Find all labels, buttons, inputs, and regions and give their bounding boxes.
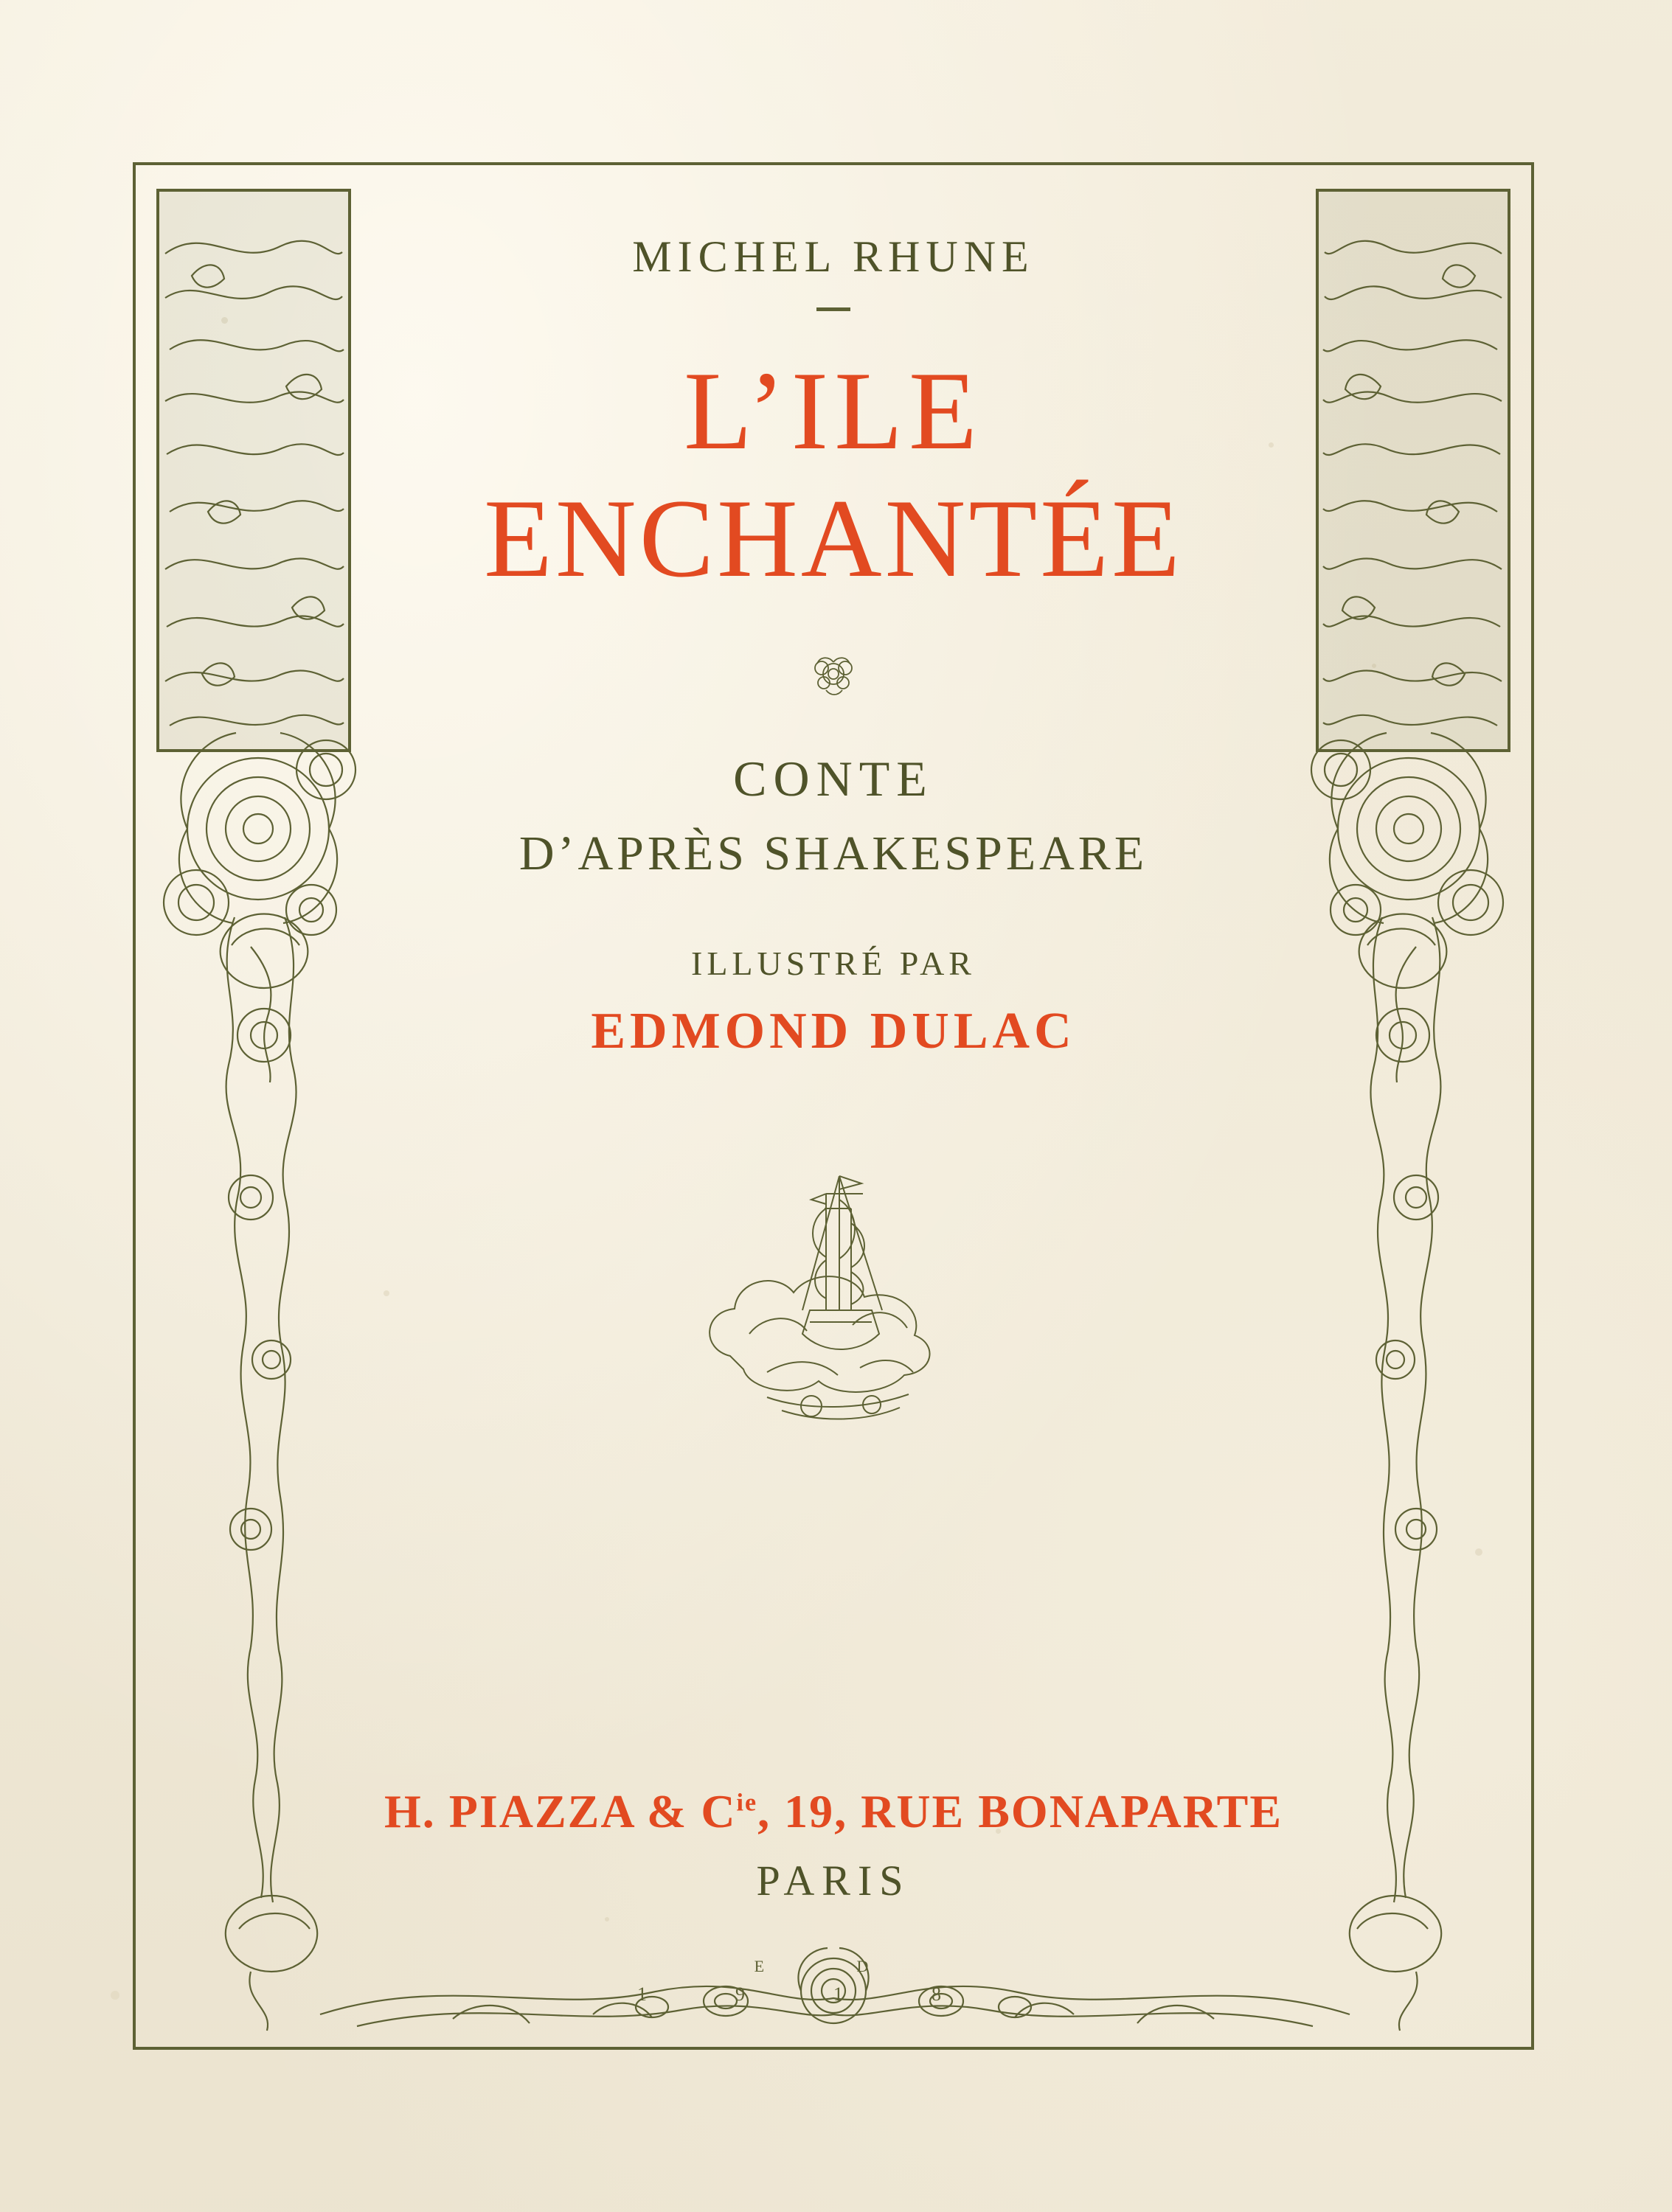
publisher-name: H. PIAZZA & C [384, 1785, 737, 1837]
author-name: MICHEL RHUNE [632, 232, 1035, 281]
page-title [379, 349, 1288, 601]
artist-monogram: E D [754, 1957, 913, 1975]
small-flower-ornament-icon [804, 646, 863, 705]
publication-city: PARIS [756, 1857, 911, 1905]
title-line-2: ENCHANTÉE [484, 476, 1183, 601]
title-page-frame [133, 162, 1534, 2050]
illustrator-name: EDMOND DULAC [591, 1003, 1076, 1060]
title-text-column [379, 165, 1288, 2053]
publisher-superscript: ie [736, 1789, 758, 1817]
left-border-ornament [140, 165, 384, 2053]
publication-year: 1918 [637, 1983, 1030, 2005]
publisher-line [276, 1784, 1391, 1839]
subtitle-line-2: D’APRÈS SHAKESPEARE [518, 827, 1148, 881]
publisher-address: , 19, RUE BONAPARTE [757, 1785, 1283, 1837]
right-border-ornament [1283, 165, 1527, 2053]
illustrated-by-label: ILLUSTRÉ PAR [691, 945, 976, 983]
short-rule-divider [816, 307, 850, 311]
subtitle-line-1: CONTE [733, 751, 934, 807]
title-line-1: L’ILE [684, 349, 983, 473]
galleon-ship-vignette-icon [679, 1113, 988, 1437]
